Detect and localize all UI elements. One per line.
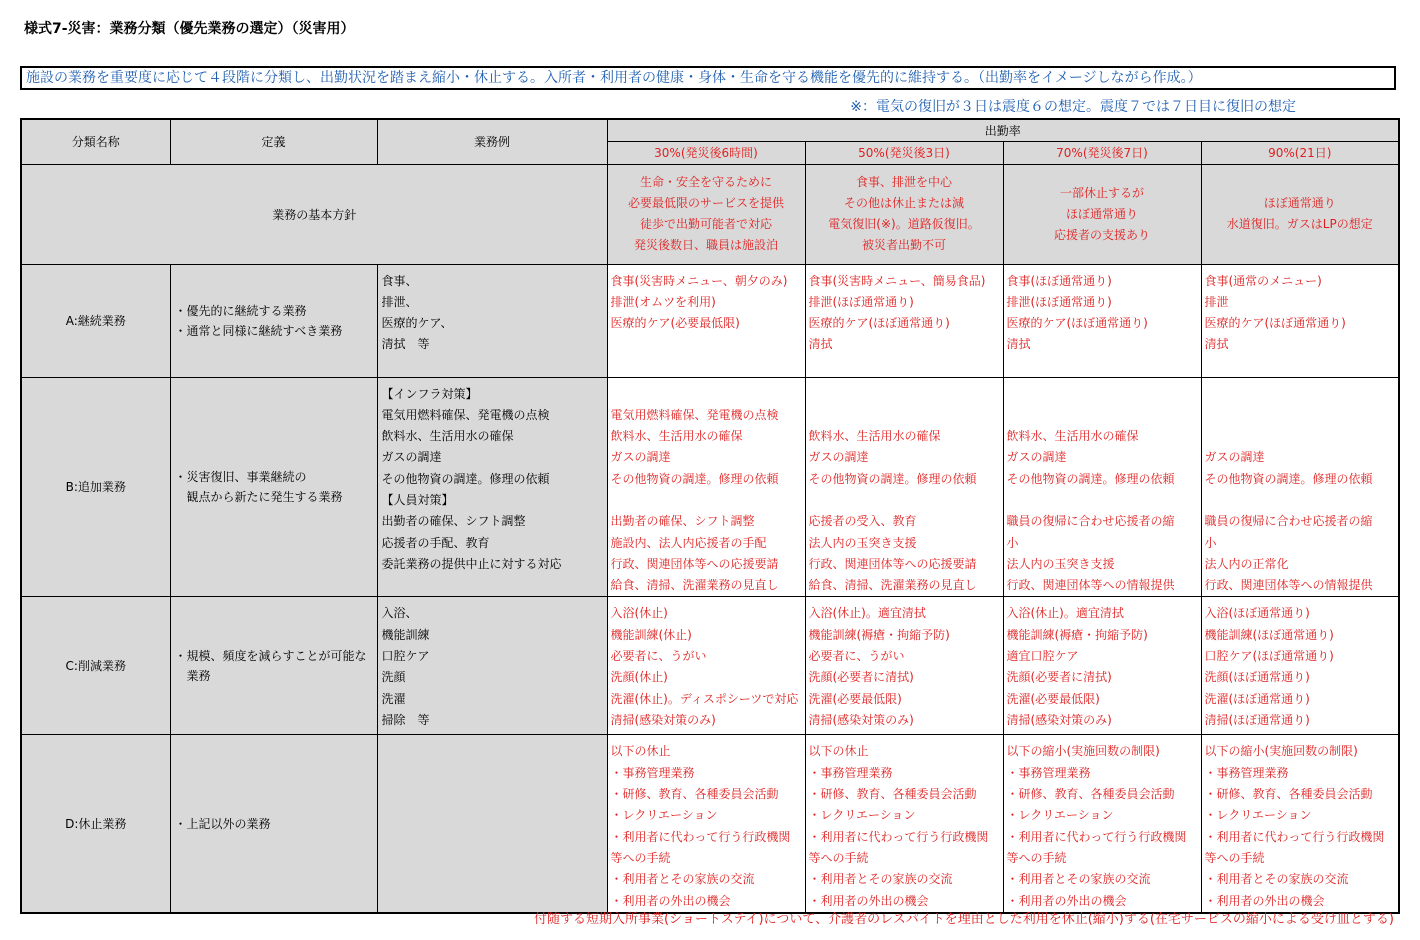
cell-line: 行政、関連団体等への情報提供 bbox=[1204, 578, 1373, 593]
cell-line: 職員の復帰に合わせ応援者の縮 bbox=[1204, 514, 1373, 529]
cell-line: 入浴(休止) bbox=[610, 606, 668, 621]
cell-line: 飲料水、生活用水の確保 bbox=[808, 429, 941, 444]
cell-line: 機能訓練(ほぼ通常通り) bbox=[1204, 627, 1334, 642]
cell-line bbox=[611, 384, 805, 405]
cell-line: 洗顔(ほぼ通常通り) bbox=[1204, 670, 1310, 685]
cell-line: 医療的ケア(必要最低限) bbox=[610, 316, 740, 331]
policy-line: 発災後数日、職員は施設泊 bbox=[633, 238, 778, 252]
cell-line: ・利用者に代わって行う行政機関 bbox=[1006, 829, 1187, 844]
cell-line: 排泄 bbox=[1204, 294, 1229, 309]
attendance-cell-4 bbox=[1201, 264, 1399, 377]
cell-line: 小 bbox=[1204, 535, 1217, 550]
cell-line: ・利用者の外出の機会 bbox=[808, 893, 929, 908]
cell-line: 食事(通常のメニュー) bbox=[1204, 273, 1322, 288]
policy-cell-2 bbox=[805, 164, 1003, 264]
policy-line: 電気復旧(※)。道路仮復旧。 bbox=[828, 217, 980, 231]
cell-line: ・事務管理業務 bbox=[610, 765, 695, 780]
cell-line: 以下の縮小(実施回数の制限) bbox=[1006, 744, 1160, 759]
attendance-cell-4 bbox=[1201, 735, 1399, 913]
cell-line: その他物資の調達。修理の依頼 bbox=[808, 471, 977, 486]
cell-line: ・レクリエーション bbox=[1006, 808, 1114, 823]
attendance-cell-1 bbox=[607, 735, 805, 913]
cell-line: ・利用者とその家族の交流 bbox=[1204, 872, 1349, 887]
cell-line: ・利用者の外出の機会 bbox=[1006, 893, 1127, 908]
cell-line: 行政、関連団体等への情報提供 bbox=[1006, 578, 1175, 593]
category-definition bbox=[170, 735, 377, 913]
example-line: 入浴、 bbox=[381, 606, 418, 621]
header-category: 分類名称 bbox=[21, 119, 170, 164]
category-name: D:休止業務 bbox=[21, 735, 170, 913]
cell-line: 医療的ケア(ほぼ通常通り) bbox=[1006, 316, 1148, 331]
cell-line bbox=[809, 405, 1003, 426]
attendance-cell-2 bbox=[805, 597, 1003, 735]
example-line: 排泄、 bbox=[381, 294, 418, 309]
recovery-note: ※：電気の復旧が３日は震度６の想定。震度７では７日目に復旧の想定 bbox=[850, 99, 1296, 115]
cell-line: 電気用燃料確保、発電機の点検 bbox=[610, 407, 779, 422]
attendance-cell-2 bbox=[805, 735, 1003, 913]
attendance-cell-4 bbox=[1201, 377, 1399, 597]
cell-line: 口腔ケア(ほぼ通常通り) bbox=[1204, 649, 1334, 664]
cell-line: 等への手続 bbox=[610, 850, 671, 865]
example-line: 医療的ケア、 bbox=[381, 316, 453, 331]
policy-line: その他は休止または減 bbox=[843, 196, 964, 210]
page-title: 様式7-災害：業務分類（優先業務の選定）（災害用） bbox=[24, 21, 355, 37]
example-line: 【人員対策】 bbox=[381, 492, 454, 507]
rate-header-4: 90%(21日) bbox=[1201, 141, 1399, 164]
cell-line: 洗濯(必要最低限) bbox=[808, 691, 902, 706]
example-line: 機能訓練 bbox=[381, 627, 430, 642]
example-tasks bbox=[377, 377, 607, 597]
cell-line: 排泄(オムツを利用) bbox=[610, 294, 716, 309]
cell-line: 飲料水、生活用水の確保 bbox=[610, 429, 743, 444]
cell-line: その他物資の調達。修理の依頼 bbox=[1006, 471, 1175, 486]
cell-line: 排泄(ほぼ通常通り) bbox=[1006, 294, 1112, 309]
cell-line: その他物資の調達。修理の依頼 bbox=[1204, 471, 1373, 486]
policy-cell-1 bbox=[607, 164, 805, 264]
example-line: 飲料水、生活用水の確保 bbox=[381, 429, 514, 444]
cell-line: 職員の復帰に合わせ応援者の縮 bbox=[1006, 514, 1175, 529]
cell-line: 行政、関連団体等への応援要請 bbox=[808, 556, 977, 571]
cell-line: ガスの調達 bbox=[610, 450, 671, 465]
cell-line: 清掃(ほぼ通常通り) bbox=[1204, 712, 1310, 727]
cell-line: ・利用者の外出の機会 bbox=[610, 893, 731, 908]
cell-line: 必要者に、うがい bbox=[610, 649, 707, 664]
example-line: 委託業務の提供中止に対する対応 bbox=[381, 556, 562, 571]
attendance-cell-2 bbox=[805, 377, 1003, 597]
attendance-cell-3 bbox=[1003, 264, 1201, 377]
cell-line: ・利用者に代わって行う行政機関 bbox=[1204, 829, 1385, 844]
policy-line: ほぼ通常通り bbox=[1065, 206, 1138, 221]
cell-line bbox=[809, 490, 1003, 511]
cell-line: 機能訓練(休止) bbox=[610, 627, 692, 642]
attendance-cell-1 bbox=[607, 377, 805, 597]
rate-header-1: 30%(発災後6時間) bbox=[607, 141, 805, 164]
cell-line: 等への手続 bbox=[1006, 850, 1067, 865]
example-line: 洗顔 bbox=[381, 670, 406, 685]
cell-line: 入浴(休止)。適宜清拭 bbox=[808, 606, 926, 621]
cell-line: 法人内の正常化 bbox=[1204, 556, 1289, 571]
cell-line: 清拭 bbox=[1006, 337, 1031, 352]
cell-line: 応援者の受入、教育 bbox=[808, 514, 917, 529]
cell-line: 等への手続 bbox=[808, 850, 869, 865]
cell-line: ・利用者に代わって行う行政機関 bbox=[808, 829, 989, 844]
policy-label: 業務の基本方針 bbox=[21, 164, 607, 264]
cell-line: ・研修、教育、各種委員会活動 bbox=[808, 787, 977, 802]
cell-line: 食事(災害時メニュー、朝夕のみ) bbox=[610, 273, 788, 288]
cell-line: 適宜口腔ケア bbox=[1006, 649, 1079, 664]
attendance-cell-1 bbox=[607, 597, 805, 735]
cell-line: 施設内、法人内応援者の手配 bbox=[610, 535, 767, 550]
cell-line bbox=[1007, 405, 1201, 426]
cell-line: 機能訓練(褥瘡・拘縮予防) bbox=[808, 627, 950, 642]
cell-line: 出勤者の確保、シフト調整 bbox=[610, 514, 755, 529]
example-line: 応援者の手配、教育 bbox=[381, 535, 490, 550]
cell-line: 入浴(ほぼ通常通り) bbox=[1204, 606, 1310, 621]
rate-header-2: 50%(発災後3日) bbox=[805, 141, 1003, 164]
cell-line: 機能訓練(褥瘡・拘縮予防) bbox=[1006, 627, 1148, 642]
cell-line: 洗顔(必要者に清拭) bbox=[808, 670, 914, 685]
table-row bbox=[21, 735, 1399, 913]
cell-line: 飲料水、生活用水の確保 bbox=[1006, 429, 1139, 444]
definition-line: 観点から新たに発生する業務 bbox=[174, 489, 343, 504]
policy-cell-3 bbox=[1003, 164, 1201, 264]
cell-line: ・レクリエーション bbox=[1204, 808, 1312, 823]
category-name: C:削減業務 bbox=[21, 597, 170, 735]
example-line: 口腔ケア bbox=[381, 649, 430, 664]
example-line: 出勤者の確保、シフト調整 bbox=[381, 514, 526, 529]
definition-line: ・優先的に継続する業務 bbox=[174, 303, 307, 318]
attendance-cell-3 bbox=[1003, 377, 1201, 597]
policy-line: 水道復旧。ガスはLPの想定 bbox=[1226, 217, 1373, 231]
definition-line: ・災害復旧、事業継続の bbox=[174, 469, 307, 484]
cell-line: ・研修、教育、各種委員会活動 bbox=[1006, 787, 1175, 802]
policy-line: 徒歩で出勤可能者で対応 bbox=[639, 217, 772, 231]
cell-line: 清掃(感染対策のみ) bbox=[610, 712, 716, 727]
cell-line: ・利用者とその家族の交流 bbox=[1006, 872, 1151, 887]
cell-line: 行政、関連団体等への応援要請 bbox=[610, 556, 779, 571]
cell-line bbox=[1007, 384, 1201, 405]
header-examples: 業務例 bbox=[377, 119, 607, 164]
attendance-cell-2 bbox=[805, 264, 1003, 377]
policy-line: ほぼ通常通り bbox=[1263, 196, 1336, 210]
policy-line: 応援者の支援あり bbox=[1053, 227, 1150, 242]
table-row bbox=[21, 597, 1399, 735]
policy-line: 食事、排泄を中心 bbox=[855, 175, 952, 189]
cell-line: ・事務管理業務 bbox=[1204, 765, 1289, 780]
footer-note: 付随する短期入所事業(ショートステイ)について、介護者のレスパイトを理由とした利用を休止(縮小)する(在宅サービスの縮小による受け皿とする) bbox=[534, 912, 1394, 927]
example-line: 電気用燃料確保、発電機の点検 bbox=[381, 407, 550, 422]
cell-line: ・研修、教育、各種委員会活動 bbox=[1204, 787, 1373, 802]
category-definition bbox=[170, 264, 377, 377]
cell-line: 食事(ほぼ通常通り) bbox=[1006, 273, 1112, 288]
cell-line: 以下の休止 bbox=[808, 744, 869, 759]
example-tasks bbox=[377, 264, 607, 377]
cell-line: ・レクリエーション bbox=[610, 808, 718, 823]
cell-line: 清掃(感染対策のみ) bbox=[1006, 712, 1112, 727]
rate-header-3: 70%(発災後7日) bbox=[1003, 141, 1201, 164]
category-definition bbox=[170, 377, 377, 597]
attendance-cell-3 bbox=[1003, 597, 1201, 735]
definition-line: 業務 bbox=[174, 668, 211, 683]
cell-line bbox=[1205, 426, 1399, 447]
cell-line bbox=[1007, 490, 1201, 511]
cell-line: ガスの調達 bbox=[808, 450, 869, 465]
cell-line: 等への手続 bbox=[1204, 850, 1265, 865]
cell-line: ガスの調達 bbox=[1006, 450, 1067, 465]
cell-line: 以下の休止 bbox=[610, 744, 671, 759]
cell-line: 給食、清掃、洗濯業務の見直し bbox=[610, 578, 779, 593]
cell-line: 洗濯(必要最低限) bbox=[1006, 691, 1100, 706]
cell-line: 給食、清掃、洗濯業務の見直し bbox=[808, 578, 977, 593]
cell-line: 清掃(感染対策のみ) bbox=[808, 712, 914, 727]
cell-line: 清拭 bbox=[1204, 337, 1229, 352]
example-tasks bbox=[377, 597, 607, 735]
intro-box: 施設の業務を重要度に応じて４段階に分類し、出勤状況を踏まえ縮小・休止する。入所者・利用者の健康・身体・生命を守る機能を優先的に維持する。（出勤率をイメージしながら作成。） bbox=[20, 66, 1396, 90]
example-line: 【インフラ対策】 bbox=[381, 386, 478, 401]
definition-line: ・上記以外の業務 bbox=[174, 816, 271, 831]
cell-line: 小 bbox=[1006, 535, 1019, 550]
cell-line: 法人内の玉突き支援 bbox=[1006, 556, 1115, 571]
cell-line: 洗濯(休止)。ディスポシーツで対応 bbox=[610, 691, 799, 706]
cell-line: 洗顔(休止) bbox=[610, 670, 668, 685]
attendance-cell-3 bbox=[1003, 735, 1201, 913]
cell-line bbox=[1205, 405, 1399, 426]
table-row bbox=[21, 264, 1399, 377]
cell-line: ガスの調達 bbox=[1204, 450, 1265, 465]
cell-line bbox=[1205, 490, 1399, 511]
policy-line: 被災者出勤不可 bbox=[861, 238, 946, 252]
cell-line: ・利用者とその家族の交流 bbox=[808, 872, 953, 887]
cell-line: 必要者に、うがい bbox=[808, 649, 905, 664]
cell-line: ・利用者に代わって行う行政機関 bbox=[610, 829, 791, 844]
cell-line: 洗濯(ほぼ通常通り) bbox=[1204, 691, 1310, 706]
example-line: 掃除 等 bbox=[381, 712, 430, 727]
cell-line bbox=[611, 490, 805, 511]
cell-line: ・事務管理業務 bbox=[1006, 765, 1091, 780]
header-definition: 定義 bbox=[170, 119, 377, 164]
example-line: 洗濯 bbox=[381, 691, 406, 706]
cell-line: 食事(災害時メニュー、簡易食品) bbox=[808, 273, 986, 288]
definition-line: ・通常と同様に継続すべき業務 bbox=[174, 323, 343, 338]
cell-line: 以下の縮小(実施回数の制限) bbox=[1204, 744, 1358, 759]
example-line: ガスの調達 bbox=[381, 450, 442, 465]
example-line: 食事、 bbox=[381, 273, 418, 288]
definition-line: ・規模、頻度を減らすことが可能な bbox=[174, 648, 367, 663]
cell-line: その他物資の調達。修理の依頼 bbox=[610, 471, 779, 486]
category-name: A:継続業務 bbox=[21, 264, 170, 377]
cell-line: 医療的ケア(ほぼ通常通り) bbox=[1204, 316, 1346, 331]
attendance-cell-1 bbox=[607, 264, 805, 377]
policy-line: 生命・安全を守るために bbox=[639, 175, 772, 189]
cell-line: ・研修、教育、各種委員会活動 bbox=[610, 787, 779, 802]
policy-cell-4 bbox=[1201, 164, 1399, 264]
example-tasks bbox=[377, 735, 607, 913]
cell-line bbox=[1205, 384, 1399, 405]
cell-line: 法人内の玉突き支援 bbox=[808, 535, 917, 550]
example-line: その他物資の調達。修理の依頼 bbox=[381, 471, 550, 486]
priority-table bbox=[20, 118, 1400, 914]
cell-line: 清拭 bbox=[808, 337, 833, 352]
policy-line: 一部休止するが bbox=[1059, 185, 1144, 200]
table-row bbox=[21, 377, 1399, 597]
cell-line: ・事務管理業務 bbox=[808, 765, 893, 780]
category-definition bbox=[170, 597, 377, 735]
cell-line: ・レクリエーション bbox=[808, 808, 916, 823]
cell-line: 排泄(ほぼ通常通り) bbox=[808, 294, 914, 309]
cell-line: 洗顔(必要者に清拭) bbox=[1006, 670, 1112, 685]
header-attendance: 出勤率 bbox=[607, 119, 1399, 141]
cell-line: ・利用者の外出の機会 bbox=[1204, 893, 1325, 908]
cell-line: ・利用者とその家族の交流 bbox=[610, 872, 755, 887]
cell-line bbox=[809, 384, 1003, 405]
category-name: B:追加業務 bbox=[21, 377, 170, 597]
example-line: 清拭 等 bbox=[381, 337, 430, 352]
attendance-cell-4 bbox=[1201, 597, 1399, 735]
cell-line: 入浴(休止)。適宜清拭 bbox=[1006, 606, 1124, 621]
cell-line: 医療的ケア(ほぼ通常通り) bbox=[808, 316, 950, 331]
policy-line: 必要最低限のサービスを提供 bbox=[627, 196, 784, 210]
